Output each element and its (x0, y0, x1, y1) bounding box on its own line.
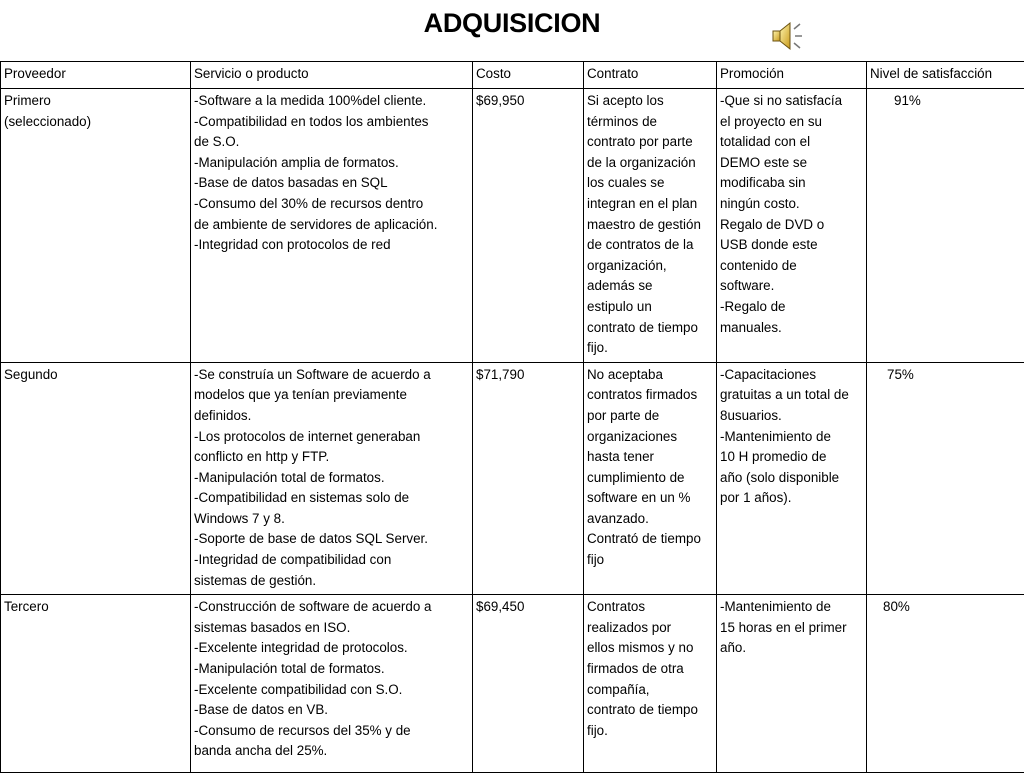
cell-line: Contratos (587, 597, 714, 618)
cell-line: -Manipulación total de formatos. (194, 468, 470, 489)
cell-line: modelos que ya tenían previamente (194, 385, 470, 406)
cell-line: -Integridad de compatibilidad con (194, 550, 470, 571)
cell-line: -Mantenimiento de (720, 597, 864, 618)
cell-line: -Capacitaciones (720, 365, 864, 386)
cell-line: Segundo (4, 365, 188, 386)
cell-line: año (solo disponible (720, 468, 864, 489)
cell-servicio (191, 595, 473, 773)
cell-line: organización, (587, 256, 714, 277)
cell-line: -Software a la medida 100%del cliente. (194, 91, 470, 112)
cell-line: fijo. (587, 721, 714, 742)
cell-proveedor (1, 595, 191, 773)
cell-line: -Compatibilidad en todos los ambientes (194, 112, 470, 133)
cell-line: de ambiente de servidores de aplicación. (194, 215, 470, 236)
cell-line: de contratos de la (587, 235, 714, 256)
cell-line: -Compatibilidad en sistemas solo de (194, 488, 470, 509)
cell-line: sistemas de gestión. (194, 571, 470, 592)
cell-line: No aceptaba (587, 365, 714, 386)
cell-line: Windows 7 y 8. (194, 509, 470, 530)
cell-servicio (191, 362, 473, 595)
cell-promocion (717, 362, 867, 595)
cell-line: ningún costo. (720, 194, 864, 215)
cell-line: gratuitas a un total de (720, 385, 864, 406)
cell-contrato (584, 595, 717, 773)
cell-line: modificaba sin (720, 173, 864, 194)
cell-contrato (584, 362, 717, 595)
cell-line: sistemas basados en ISO. (194, 618, 470, 639)
cell-line: términos de (587, 112, 714, 133)
cell-line: Contrató de tiempo (587, 529, 714, 550)
header-contrato: Contrato (584, 62, 717, 89)
cell-satisfaccion: 80% (867, 595, 1024, 773)
cell-line: -Que si no satisfacía (720, 91, 864, 112)
cell-line: por parte de (587, 406, 714, 427)
cell-line: contrato por parte (587, 132, 714, 153)
header-satisfaccion: Nivel de satisfacción (867, 62, 1024, 89)
cell-line: fijo (587, 550, 714, 571)
header-promocion: Promoción (717, 62, 867, 89)
cell-line: -Soporte de base de datos SQL Server. (194, 529, 470, 550)
cell-costo: $71,790 (473, 362, 584, 595)
cell-line: USB donde este (720, 235, 864, 256)
cell-line: conflicto en http y FTP. (194, 447, 470, 468)
cell-line: contenido de (720, 256, 864, 277)
speaker-icon[interactable] (770, 19, 804, 53)
cell-line: -Los protocolos de internet generaban (194, 427, 470, 448)
cell-line: de S.O. (194, 132, 470, 153)
cell-promocion (717, 89, 867, 363)
acquisition-table (0, 61, 1024, 773)
cell-line: -Regalo de (720, 297, 864, 318)
cell-line: -Consumo de recursos del 35% y de (194, 721, 470, 742)
cell-line: estipulo un (587, 297, 714, 318)
cell-line: 15 horas en el primer (720, 618, 864, 639)
cell-line: además se (587, 276, 714, 297)
cell-line: organizaciones (587, 427, 714, 448)
cell-line: DEMO este se (720, 153, 864, 174)
cell-proveedor (1, 89, 191, 363)
cell-line: Si acepto los (587, 91, 714, 112)
cell-line: -Excelente integridad de protocolos. (194, 638, 470, 659)
cell-promocion (717, 595, 867, 773)
cell-line: por 1 años). (720, 488, 864, 509)
cell-line: ellos mismos y no (587, 638, 714, 659)
cell-line: manuales. (720, 318, 864, 339)
cell-line: 10 H promedio de (720, 447, 864, 468)
cell-line: contrato de tiempo (587, 318, 714, 339)
cell-line: de la organización (587, 153, 714, 174)
cell-line: el proyecto en su (720, 112, 864, 133)
cell-line: -Manipulación amplia de formatos. (194, 153, 470, 174)
table-row (1, 595, 1024, 773)
cell-line: hasta tener (587, 447, 714, 468)
cell-line: Tercero (4, 597, 188, 618)
cell-line: -Mantenimiento de (720, 427, 864, 448)
cell-satisfaccion: 75% (867, 362, 1024, 595)
cell-line: realizados por (587, 618, 714, 639)
cell-line: 8usuarios. (720, 406, 864, 427)
cell-line: Primero (4, 91, 188, 112)
cell-proveedor (1, 362, 191, 595)
slide-title: ADQUISICION (0, 8, 1024, 39)
cell-line: contrato de tiempo (587, 700, 714, 721)
cell-line: banda ancha del 25%. (194, 741, 470, 762)
cell-line: -Base de datos en VB. (194, 700, 470, 721)
cell-line: definidos. (194, 406, 470, 427)
cell-line: -Manipulación total de formatos. (194, 659, 470, 680)
header-costo: Costo (473, 62, 584, 89)
cell-line: compañía, (587, 680, 714, 701)
cell-line: firmados de otra (587, 659, 714, 680)
table-row (1, 362, 1024, 595)
cell-line: -Base de datos basadas en SQL (194, 173, 470, 194)
header-servicio: Servicio o producto (191, 62, 473, 89)
cell-line: cumplimiento de (587, 468, 714, 489)
cell-costo: $69,950 (473, 89, 584, 363)
cell-line: contratos firmados (587, 385, 714, 406)
cell-line: maestro de gestión (587, 215, 714, 236)
cell-costo: $69,450 (473, 595, 584, 773)
cell-line: -Se construía un Software de acuerdo a (194, 365, 470, 386)
cell-line: año. (720, 638, 864, 659)
cell-satisfaccion: 91% (867, 89, 1024, 363)
header-proveedor: Proveedor (1, 62, 191, 89)
cell-line: integran en el plan (587, 194, 714, 215)
cell-contrato (584, 89, 717, 363)
cell-line: -Consumo del 30% de recursos dentro (194, 194, 470, 215)
table-row (1, 89, 1024, 363)
cell-line: fijo. (587, 338, 714, 359)
cell-line: software. (720, 276, 864, 297)
cell-line: Regalo de DVD o (720, 215, 864, 236)
cell-line: software en un % (587, 488, 714, 509)
cell-servicio (191, 89, 473, 363)
cell-line: avanzado. (587, 509, 714, 530)
cell-line: -Excelente compatibilidad con S.O. (194, 680, 470, 701)
cell-line: -Integridad con protocolos de red (194, 235, 470, 256)
cell-line: (seleccionado) (4, 112, 188, 133)
cell-line: totalidad con el (720, 132, 864, 153)
cell-line: los cuales se (587, 173, 714, 194)
table-header-row (1, 62, 1024, 89)
cell-line: -Construcción de software de acuerdo a (194, 597, 470, 618)
